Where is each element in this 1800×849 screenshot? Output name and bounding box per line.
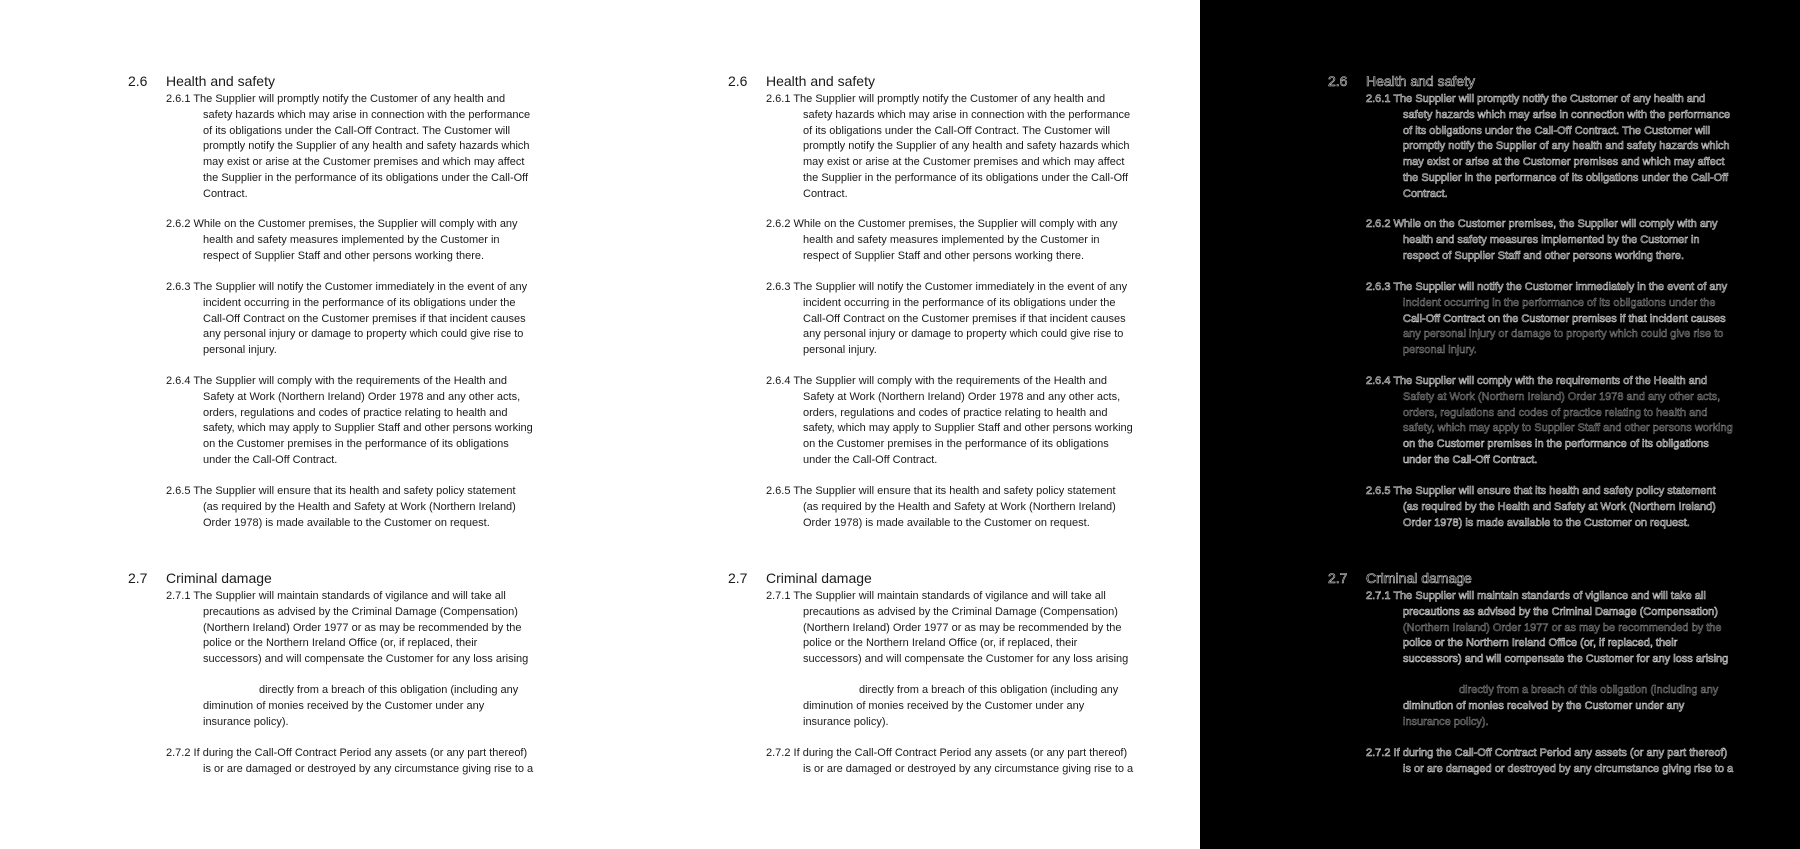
clause-line: If during the Call-Off Contract Period any assets (or any part thereof): [793, 747, 1128, 759]
clause-line: any personal injury or damage to property which could give rise to: [203, 328, 524, 341]
clause-line: diminution of monies received by the Customer under any: [1403, 699, 1685, 712]
clause-line: The Supplier will promptly notify the Customer of any health and: [793, 93, 1106, 105]
clause-number: 2.7.2: [766, 747, 791, 759]
clause-line: under the Call-Off Contract.: [203, 453, 338, 466]
clause-2-6-5: [166, 484, 546, 531]
clause-line: police or the Northern Ireland Office (or, if replaced, their: [203, 637, 478, 650]
clause-line: orders, regulations and codes of practice relating to health and: [203, 406, 508, 419]
clause-line: insurance policy).: [803, 715, 889, 728]
clause-line: The Supplier will ensure that its health and safety policy statement: [1393, 485, 1716, 497]
clause-number: 2.6.1: [766, 93, 791, 105]
clause-line: safety, which may apply to Supplier Staff and other persons working: [203, 422, 533, 435]
clause-line: health and safety measures implemented by the Customer in: [1403, 233, 1700, 246]
clause-line: successors) and will compensate the Customer for any loss arising: [803, 653, 1129, 666]
clause-line: the Supplier in the performance of its obligations under the Call-Off: [203, 171, 529, 184]
clause-line: diminution of monies received by the Customer under any: [203, 699, 485, 712]
clause-line: While on the Customer premises, the Supplier will comply with any: [1393, 218, 1718, 230]
clause-line: Safety at Work (Northern Ireland) Order 1978 and any other acts,: [203, 390, 521, 403]
clause-number: 2.6.2: [766, 218, 791, 230]
clause-line: is or are damaged or destroyed by any circumstance giving rise to a: [803, 762, 1134, 775]
clause-line: (as required by the Health and Safety at Work (Northern Ireland): [803, 500, 1116, 513]
clause-line: incident occurring in the performance of its obligations under the: [203, 296, 516, 309]
clause-line: successors) and will compensate the Customer for any loss arising: [1403, 653, 1729, 666]
clause-line: The Supplier will promptly notify the Customer of any health and: [193, 93, 506, 105]
clause-line: Call-Off Contract on the Customer premises if that incident causes: [803, 312, 1126, 325]
clause-line: The Supplier will comply with the requirements of the Health and: [793, 375, 1107, 387]
clause-line: Contract.: [203, 187, 248, 200]
clause-line: The Supplier will promptly notify the Customer of any health and: [1393, 93, 1706, 105]
clause-line: the Supplier in the performance of its obligations under the Call-Off: [803, 171, 1129, 184]
clause-number: 2.6.1: [166, 93, 191, 105]
document-page: [600, 0, 1200, 849]
clause-line: The Supplier will ensure that its health and safety policy statement: [193, 485, 516, 497]
clause-line: Order 1978) is made available to the Customer on request.: [203, 516, 490, 529]
clause-2-7-2: [1366, 746, 1746, 778]
clause-2-6-5: [1366, 484, 1746, 531]
clause-line: health and safety measures implemented by the Customer in: [803, 233, 1100, 246]
section-title: Criminal damage: [766, 570, 872, 586]
clause-2-6-3: [1366, 280, 1746, 359]
clause-number: 2.6.2: [166, 218, 191, 230]
clause-line: safety, which may apply to Supplier Staff and other persons working: [1403, 422, 1733, 435]
clause-line: any personal injury or damage to property which could give rise to: [1403, 328, 1724, 341]
clause-line: promptly notify the Supplier of any health and safety hazards which: [203, 140, 530, 153]
duplicate-page-panel: [600, 0, 1200, 849]
clause-2-6-5: [766, 484, 1146, 531]
clause-number: 2.6.3: [766, 281, 791, 293]
clause-line: Contract.: [803, 187, 848, 200]
clause-number: 2.6.3: [1366, 281, 1391, 293]
clause-line: (Northern Ireland) Order 1977 or as may be recommended by the: [1403, 621, 1722, 634]
clause-2-6-3: [166, 280, 546, 359]
clause-line: promptly notify the Supplier of any health and safety hazards which: [803, 140, 1130, 153]
clause-line: under the Call-Off Contract.: [1403, 453, 1538, 466]
clause-number: 2.7.2: [166, 747, 191, 759]
clause-line: personal injury.: [203, 344, 277, 357]
clause-2-7-2: [166, 746, 546, 778]
clause-line: Call-Off Contract on the Customer premises if that incident causes: [203, 312, 526, 325]
document-page: [1200, 0, 1800, 849]
clause-line: safety hazards which may arise in connection with the performance: [803, 108, 1131, 121]
clause-line: of its obligations under the Call-Off Contract. The Customer will: [1403, 124, 1711, 137]
clause-line: on the Customer premises in the performance of its obligations: [1403, 438, 1709, 451]
clause-line: The Supplier will ensure that its health and safety policy statement: [793, 485, 1116, 497]
section-number: 2.6: [728, 73, 748, 89]
clause-line: police or the Northern Ireland Office (or, if replaced, their: [803, 637, 1078, 650]
clause-line: safety hazards which may arise in connection with the performance: [1403, 108, 1731, 121]
section-title: Health and safety: [166, 73, 275, 89]
clause-line: directly from a breach of this obligation (including any: [1459, 684, 1719, 696]
clause-number: 2.6.4: [166, 375, 191, 387]
clause-line: any personal injury or damage to property which could give rise to: [803, 328, 1124, 341]
clause-line: If during the Call-Off Contract Period any assets (or any part thereof): [193, 747, 528, 759]
clause-line: The Supplier will maintain standards of vigilance and will take all: [793, 590, 1106, 602]
section-number: 2.7: [728, 570, 748, 586]
clause-number: 2.6.5: [1366, 485, 1391, 497]
clause-line: the Supplier in the performance of its obligations under the Call-Off: [1403, 171, 1729, 184]
clause-line: orders, regulations and codes of practice relating to health and: [803, 406, 1108, 419]
clause-line: may exist or arise at the Customer premises and which may affect: [803, 156, 1125, 169]
clause-line: respect of Supplier Staff and other persons working there.: [203, 249, 485, 262]
clause-2-7-2: [766, 746, 1146, 778]
clause-line: Call-Off Contract on the Customer premises if that incident causes: [1403, 312, 1726, 325]
clause-line: of its obligations under the Call-Off Contract. The Customer will: [203, 124, 511, 137]
clause-line: under the Call-Off Contract.: [803, 453, 938, 466]
clause-line: is or are damaged or destroyed by any circumstance giving rise to a: [203, 762, 534, 775]
clause-2-7-1: [766, 589, 1146, 668]
clause-number: 2.6.5: [166, 485, 191, 497]
clause-2-6-1: [166, 92, 546, 203]
document-page: [0, 0, 600, 849]
clause-line: incident occurring in the performance of its obligations under the: [803, 296, 1116, 309]
clause-line: of its obligations under the Call-Off Contract. The Customer will: [803, 124, 1111, 137]
clause-number: 2.7.2: [1366, 747, 1391, 759]
clause-2-6-1: [766, 92, 1146, 203]
clause-2-6-4: [1366, 374, 1746, 469]
clause-line: While on the Customer premises, the Supplier will comply with any: [793, 218, 1118, 230]
clause-line: precautions as advised by the Criminal Damage (Compensation): [1403, 605, 1718, 618]
section-number: 2.7: [1328, 570, 1348, 586]
clause-line: The Supplier will notify the Customer immediately in the event of any: [793, 281, 1128, 293]
clause-number: 2.6.1: [1366, 93, 1391, 105]
clause-line: The Supplier will notify the Customer immediately in the event of any: [1393, 281, 1728, 293]
clause-line: on the Customer premises in the performance of its obligations: [803, 438, 1109, 451]
clause-2-6-2: [1366, 217, 1746, 264]
clause-line: The Supplier will comply with the requirements of the Health and: [193, 375, 507, 387]
clause-line: may exist or arise at the Customer premises and which may affect: [1403, 156, 1725, 169]
clause-line: The Supplier will maintain standards of vigilance and will take all: [193, 590, 506, 602]
clause-line: respect of Supplier Staff and other persons working there.: [803, 249, 1085, 262]
clause-line: safety hazards which may arise in connection with the performance: [203, 108, 531, 121]
clause-line: Contract.: [1403, 187, 1448, 200]
clause-2-6-4: [766, 374, 1146, 469]
clause-2-7-1-continuation: [1366, 683, 1746, 730]
clause-number: 2.6.4: [1366, 375, 1391, 387]
section-title: Health and safety: [766, 73, 875, 89]
clause-line: directly from a breach of this obligation (including any: [259, 684, 519, 696]
clause-line: (Northern Ireland) Order 1977 or as may be recommended by the: [803, 621, 1122, 634]
clause-number: 2.7.1: [166, 590, 191, 602]
clause-line: directly from a breach of this obligation (including any: [859, 684, 1119, 696]
original-page-panel: [0, 0, 600, 849]
clause-line: safety, which may apply to Supplier Staff and other persons working: [803, 422, 1133, 435]
clause-line: Safety at Work (Northern Ireland) Order 1978 and any other acts,: [803, 390, 1121, 403]
section-number: 2.7: [128, 570, 148, 586]
clause-line: precautions as advised by the Criminal Damage (Compensation): [803, 605, 1118, 618]
clause-line: (as required by the Health and Safety at Work (Northern Ireland): [1403, 500, 1716, 513]
clause-line: on the Customer premises in the performance of its obligations: [203, 438, 509, 451]
clause-line: personal injury.: [1403, 344, 1477, 357]
clause-2-7-1-continuation: [166, 683, 546, 730]
clause-line: The Supplier will comply with the requirements of the Health and: [1393, 375, 1707, 387]
section-number: 2.6: [128, 73, 148, 89]
clause-line: While on the Customer premises, the Supplier will comply with any: [193, 218, 518, 230]
clause-2-6-3: [766, 280, 1146, 359]
clause-line: Order 1978) is made available to the Customer on request.: [803, 516, 1090, 529]
clause-2-7-1: [1366, 589, 1746, 668]
clause-line: orders, regulations and codes of practice relating to health and: [1403, 406, 1708, 419]
section-number: 2.6: [1328, 73, 1348, 89]
clause-number: 2.6.5: [766, 485, 791, 497]
clause-line: incident occurring in the performance of its obligations under the: [1403, 296, 1716, 309]
clause-line: (Northern Ireland) Order 1977 or as may be recommended by the: [203, 621, 522, 634]
clause-2-6-4: [166, 374, 546, 469]
clause-line: Safety at Work (Northern Ireland) Order 1978 and any other acts,: [1403, 390, 1721, 403]
clause-line: If during the Call-Off Contract Period any assets (or any part thereof): [1393, 747, 1728, 759]
clause-line: The Supplier will maintain standards of vigilance and will take all: [1393, 590, 1706, 602]
clause-line: may exist or arise at the Customer premises and which may affect: [203, 156, 525, 169]
clause-line: promptly notify the Supplier of any health and safety hazards which: [1403, 140, 1730, 153]
clause-number: 2.7.1: [1366, 590, 1391, 602]
clause-2-7-1-continuation: [766, 683, 1146, 730]
clause-line: health and safety measures implemented by the Customer in: [203, 233, 500, 246]
clause-number: 2.6.2: [1366, 218, 1391, 230]
clause-number: 2.7.1: [766, 590, 791, 602]
clause-line: (as required by the Health and Safety at Work (Northern Ireland): [203, 500, 516, 513]
clause-number: 2.6.3: [166, 281, 191, 293]
clause-line: precautions as advised by the Criminal Damage (Compensation): [203, 605, 518, 618]
clause-line: respect of Supplier Staff and other persons working there.: [1403, 249, 1685, 262]
section-title: Criminal damage: [166, 570, 272, 586]
section-title: Health and safety: [1366, 73, 1475, 89]
clause-2-6-2: [166, 217, 546, 264]
section-title: Criminal damage: [1366, 570, 1472, 586]
clause-line: personal injury.: [803, 344, 877, 357]
edge-map-panel: [1200, 0, 1800, 849]
clause-line: police or the Northern Ireland Office (or, if replaced, their: [1403, 637, 1678, 650]
clause-line: diminution of monies received by the Customer under any: [803, 699, 1085, 712]
clause-line: Order 1978) is made available to the Customer on request.: [1403, 516, 1690, 529]
clause-line: is or are damaged or destroyed by any circumstance giving rise to a: [1403, 762, 1734, 775]
clause-line: insurance policy).: [203, 715, 289, 728]
clause-number: 2.6.4: [766, 375, 791, 387]
clause-2-7-1: [166, 589, 546, 668]
clause-line: successors) and will compensate the Customer for any loss arising: [203, 653, 529, 666]
clause-2-6-2: [766, 217, 1146, 264]
clause-line: insurance policy).: [1403, 715, 1489, 728]
clause-2-6-1: [1366, 92, 1746, 203]
clause-line: The Supplier will notify the Customer immediately in the event of any: [193, 281, 528, 293]
